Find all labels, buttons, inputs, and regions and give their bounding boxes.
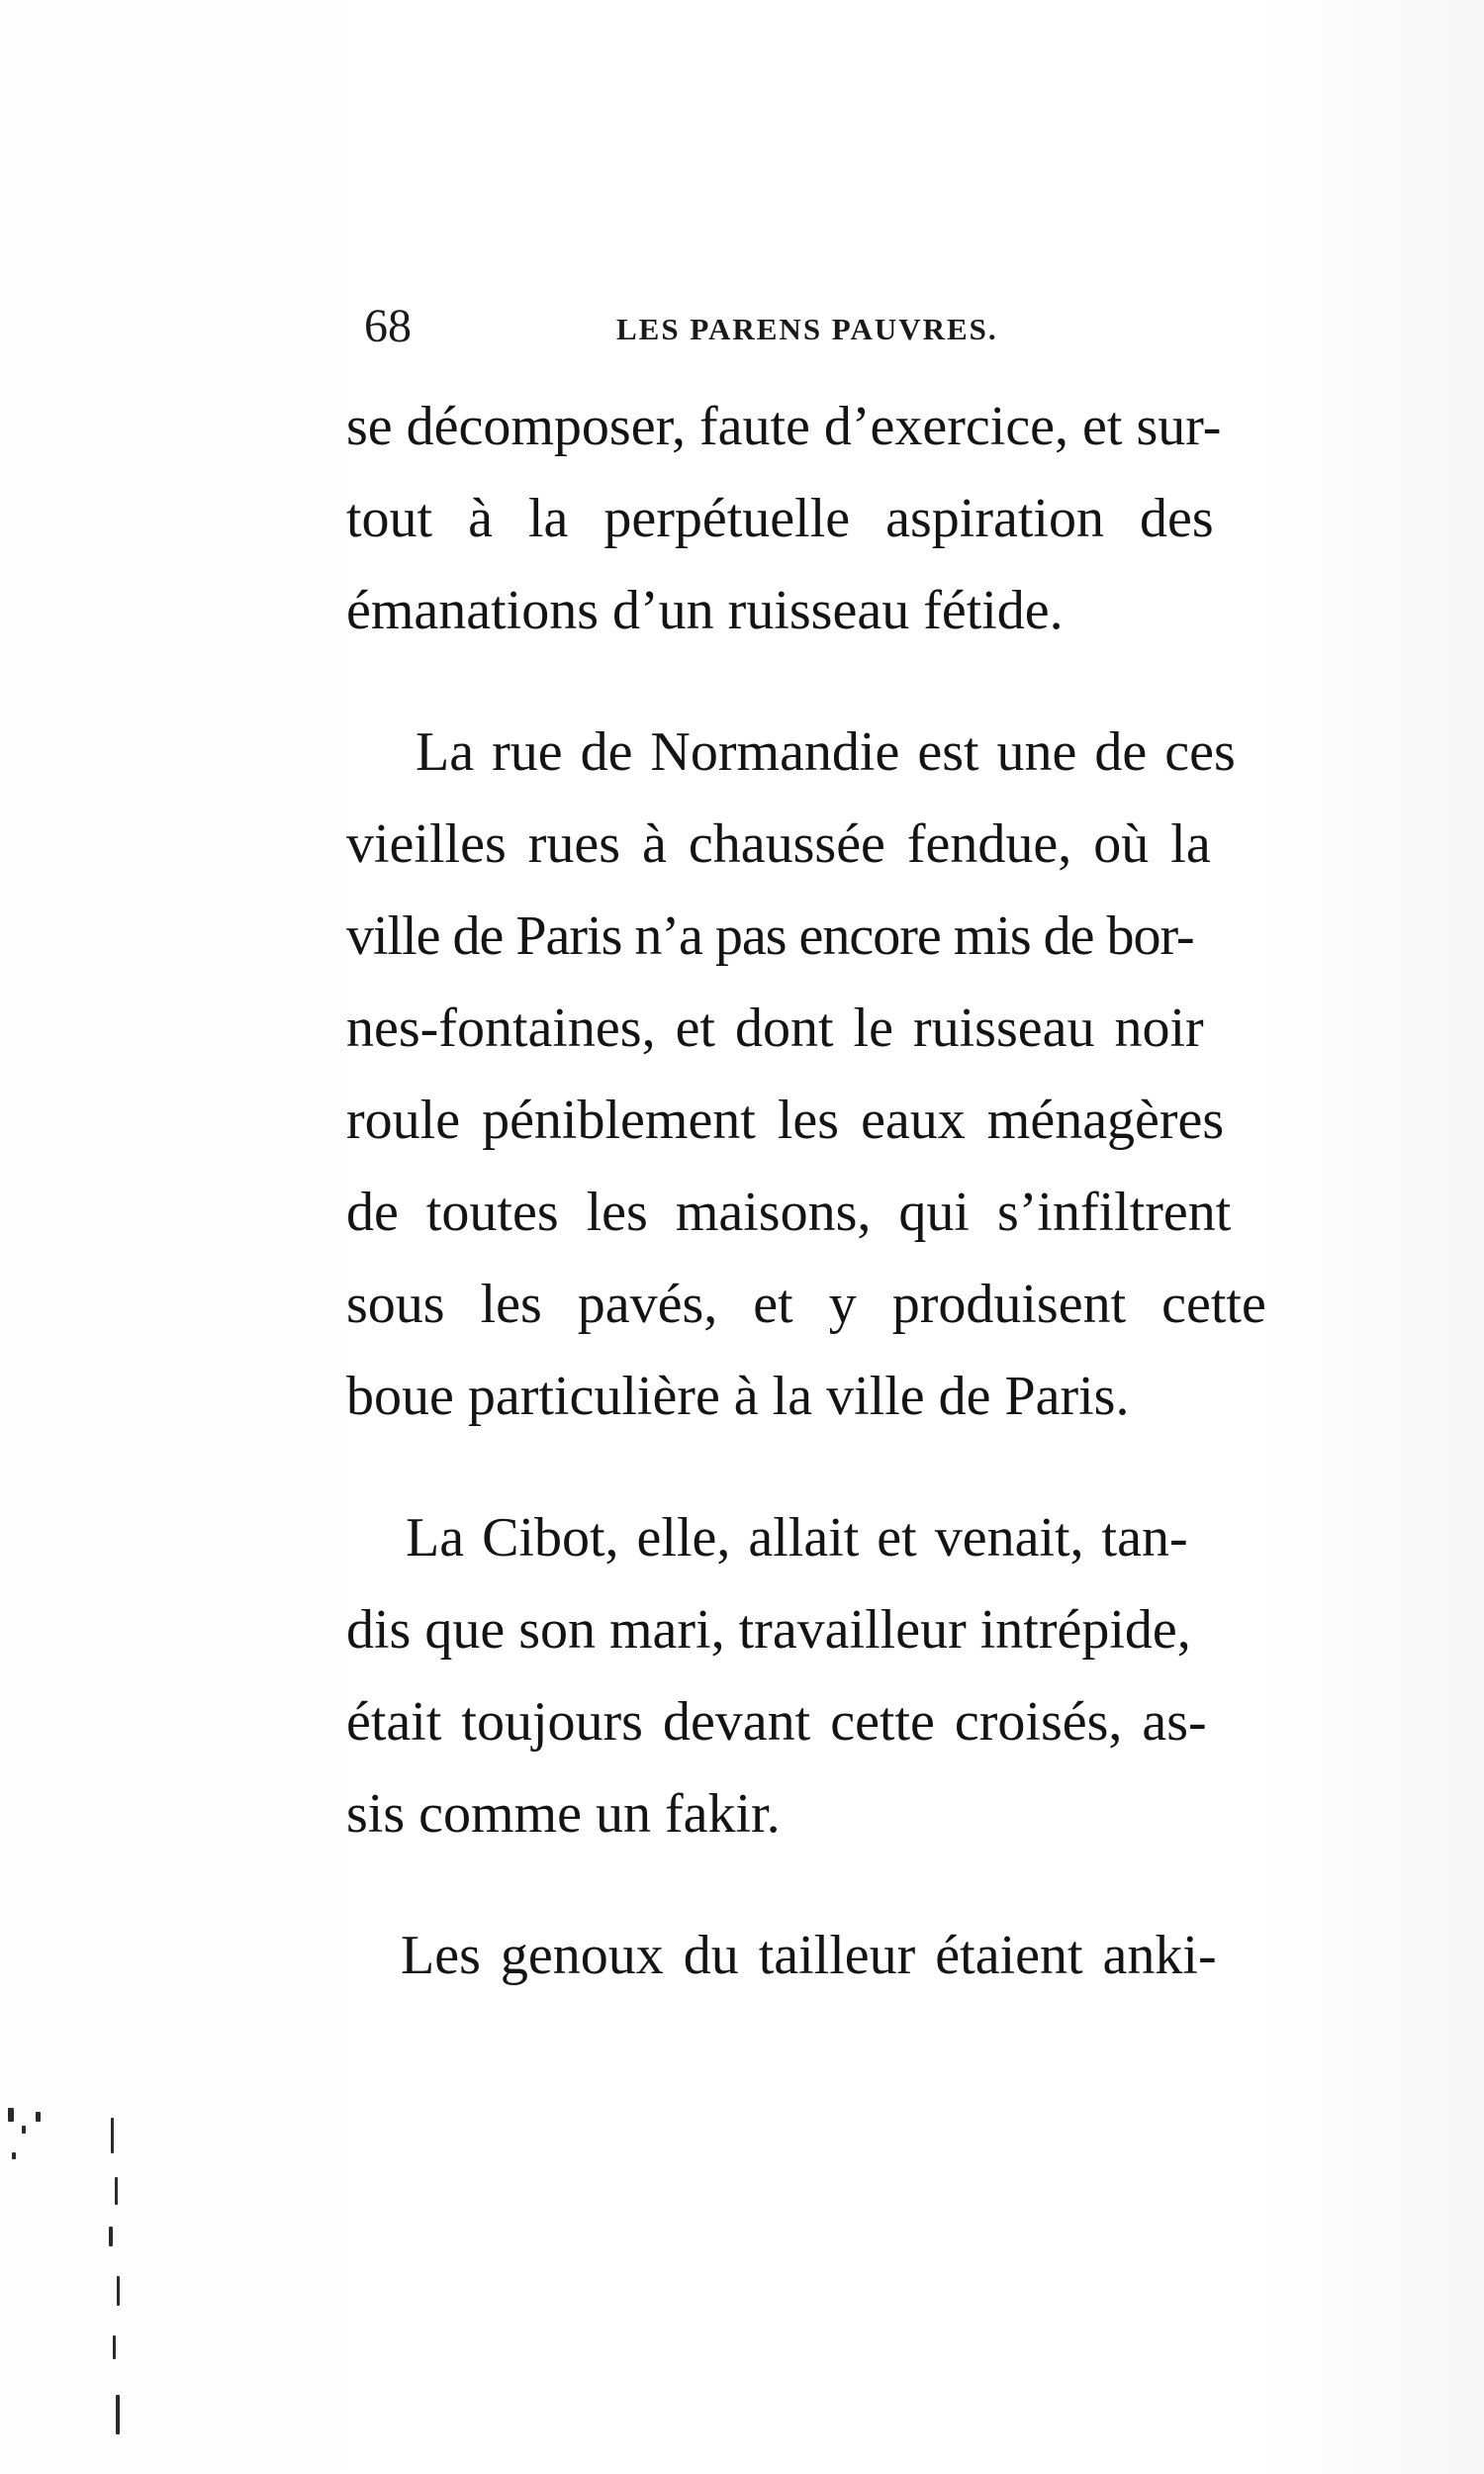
text-line: vieilles rues à chaussée fendue, où la bbox=[346, 813, 1211, 875]
scan-edge-marks bbox=[0, 2078, 139, 2474]
body-text bbox=[346, 381, 1336, 2002]
text-line: était toujours devant cette croisés, as- bbox=[346, 1691, 1207, 1753]
text-line: La Cibot, elle, allait et venait, tan- bbox=[406, 1507, 1188, 1569]
text-line: La rue de Normandie est une de ces bbox=[416, 721, 1236, 783]
paragraph-2 bbox=[346, 707, 1336, 1443]
text-line: boue particulière à la ville de Paris. bbox=[346, 1366, 1130, 1427]
paragraph-gap bbox=[346, 1860, 1336, 1910]
scan-speck bbox=[22, 2126, 26, 2134]
paragraph-1 bbox=[346, 381, 1336, 657]
scan-speck bbox=[117, 2276, 120, 2306]
running-title: LES PARENS PAUVRES. bbox=[616, 312, 998, 346]
text-line: se décomposer, faute d’exercice, et sur- bbox=[346, 396, 1222, 457]
text-line: sis comme un fakir. bbox=[346, 1783, 781, 1845]
text-line: émanations d’un ruisseau fétide. bbox=[346, 580, 1064, 641]
text-line: Les genoux du tailleur étaient anki- bbox=[401, 1925, 1217, 1986]
text-line: roule péniblement les eaux ménagères bbox=[346, 1090, 1225, 1151]
paragraph-gap bbox=[346, 1443, 1336, 1492]
paragraph-gap bbox=[346, 657, 1336, 707]
scan-speck bbox=[36, 2112, 41, 2122]
text-line: dis que son mari, travailleur intrépide, bbox=[346, 1599, 1191, 1661]
text-line: sous les pavés, et y produisent cette bbox=[346, 1274, 1266, 1335]
scan-speck bbox=[116, 2395, 120, 2434]
scan-speck bbox=[12, 2152, 16, 2159]
page-number: 68 bbox=[364, 300, 412, 352]
text-line: tout à la perpétuelle aspiration des bbox=[346, 488, 1214, 549]
paragraph-3 bbox=[346, 1492, 1336, 1860]
text-line: de toutes les maisons, qui s’infiltrent bbox=[346, 1182, 1232, 1243]
scan-speck bbox=[8, 2108, 14, 2122]
scan-speck bbox=[115, 2177, 118, 2205]
text-line: nes-fontaines, et dont le ruisseau noir bbox=[346, 998, 1204, 1059]
text-line: ville de Paris n’a pas encore mis de bor- bbox=[346, 905, 1194, 967]
scan-speck bbox=[109, 2227, 113, 2246]
scan-speck bbox=[113, 2335, 116, 2359]
paragraph-4 bbox=[346, 1910, 1336, 2002]
running-head bbox=[364, 297, 1091, 356]
scan-speck bbox=[111, 2118, 114, 2153]
